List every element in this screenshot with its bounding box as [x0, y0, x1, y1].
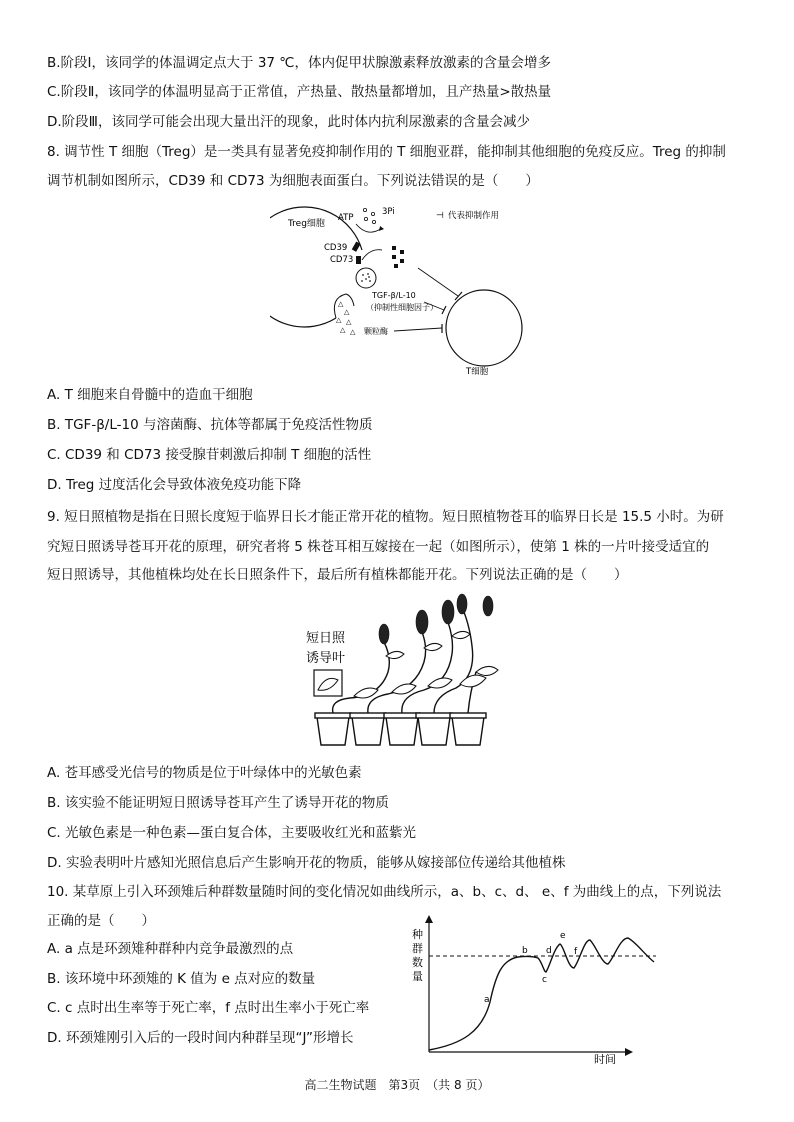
q10-option-a: A. a 点是环颈雉种群种内竞争最激烈的点	[47, 941, 294, 957]
tgf-note-label: （抑制性细胞因子）	[366, 303, 438, 312]
y-axis-label-2: 群	[412, 942, 423, 955]
granzyme-label: 颗粒酶	[364, 327, 388, 336]
inhibit-legend-symbol: ⊣	[436, 211, 444, 221]
x-axis-arrow	[625, 1048, 633, 1056]
svg-text:△: △	[336, 316, 342, 324]
q10-stem-line1: 10. 某草原上引入环颈雉后种群数量随时间的变化情况如曲线所示，a、b、c、d、 e、f 为曲线上的点，下列说法	[47, 884, 722, 900]
svg-text:△: △	[340, 326, 346, 334]
q10-option-c: C. c 点时出生率等于死亡率，f 点时出生率小于死亡率	[47, 1000, 370, 1016]
adenosine-molecules	[392, 246, 404, 268]
q8-option-a: A. T 细胞来自骨髓中的造血干细胞	[47, 387, 253, 403]
y-axis-arrow	[425, 915, 433, 923]
q9-option-d: D. 实验表明叶片感知光照信息后产生影响开花的物质，能够从嫁接部位传递给其他植株	[47, 855, 566, 871]
q9-stem-line1: 9. 短日照植物是指在日照长度短于临界日长才能正常开花的植物。短日照植物苍耳的临界日长是 15.5 小时。为研	[47, 509, 724, 525]
q7-option-c: C.阶段Ⅱ，该同学的体温明显高于正常值，产热量、散热量都增加，且产热量>散热量	[47, 84, 552, 100]
flower-spikes	[379, 594, 493, 644]
q9-option-b: B. 该实验不能证明短日照诱导苍耳产生了诱导开花的物质	[47, 795, 389, 811]
inhibit-legend-label: 代表抑制作用	[448, 211, 500, 221]
q8-option-d: D. Treg 过度活化会导致体液免疫功能下降	[47, 477, 302, 493]
t-cell-outline	[446, 290, 522, 366]
q9-stem-line3: 短日照诱导，其他植株均处在长日照条件下，最后所有植株都能开花。下列说法正确的是（ ）	[47, 567, 628, 583]
point-a-label: a	[484, 995, 490, 1005]
short-day-label-1: 短日照	[306, 631, 346, 646]
pi-label: 3Pi	[382, 207, 395, 217]
q9-stem-line2: 究短日照诱导苍耳开花的原理，研究者将 5 株苍耳相互嫁接在一起（如图所示），使第 1 株的一片叶接受适宜的	[47, 539, 710, 555]
pi-molecules	[363, 208, 375, 223]
plant-pots	[315, 713, 486, 745]
svg-text:△: △	[338, 300, 344, 308]
svg-text:△: △	[346, 318, 352, 326]
q7-option-d: D.阶段Ⅲ，该同学可能会出现大量出汗的现象，此时体内抗利尿激素的含量会减少	[47, 114, 530, 130]
grafted-cocklebur-diagram	[300, 592, 500, 752]
plant-leaves	[354, 631, 498, 698]
y-axis-label-1: 种	[412, 928, 423, 941]
svg-text:△: △	[344, 308, 350, 316]
q8-stem-line1: 8. 调节性 T 细胞（Treg）是一类具有显著免疫抑制作用的 T 细胞亚群，能抑制其他细胞的免疫反应。Treg 的抑制	[47, 144, 726, 160]
induced-leaf	[318, 678, 338, 690]
point-c-label: c	[542, 975, 547, 985]
t-cell-label: T细胞	[466, 367, 489, 376]
cd73-label: CD73	[330, 255, 354, 265]
cd39-label: CD39	[324, 243, 348, 253]
point-d-label: d	[546, 946, 552, 956]
q8-option-c: C. CD39 和 CD73 接受腺苷刺激后抑制 T 细胞的活性	[47, 447, 372, 463]
grafted-stems	[333, 612, 476, 713]
induced-leaf-box	[314, 670, 342, 696]
y-axis-label-3: 数	[412, 956, 423, 969]
q7-option-b: B.阶段Ⅰ，该同学的体温调定点大于 37 ℃，体内促甲状腺激素释放激素的含量会增多	[47, 55, 551, 71]
short-day-label-2: 诱导叶	[306, 651, 346, 666]
q9-option-a: A. 苍耳感受光信号的物质是位于叶绿体中的光敏色素	[47, 765, 362, 781]
point-b-label: b	[522, 946, 528, 956]
population-growth-curve	[402, 912, 664, 1064]
q10-option-b: B. 该环境中环颈雉的 K 值为 e 点对应的数量	[47, 971, 316, 987]
atp-label: ATP	[338, 213, 354, 223]
point-f-label: f	[574, 947, 578, 957]
page-footer: 高二生物试题 第3页 （共 8 页）	[304, 1078, 490, 1092]
tgf-label: TGF-β/L-10	[372, 291, 416, 300]
y-axis-label-4: 量	[412, 970, 423, 983]
q8-option-b: B. TGF-β/L-10 与溶菌酶、抗体等都属于免疫活性物质	[47, 417, 373, 433]
svg-text:△: △	[350, 328, 356, 336]
point-e-label: e	[560, 931, 566, 941]
x-axis-label: 时间	[594, 1053, 616, 1064]
granzyme-triangles	[336, 300, 356, 336]
cd73-protein	[356, 256, 361, 264]
treg-mechanism-diagram	[270, 198, 530, 376]
q10-option-d: D. 环颈雉刚引入后的一段时间内种群呈现“J”形增长	[47, 1030, 354, 1046]
treg-cell-label: Treg细胞	[288, 219, 325, 229]
q8-stem-line2: 调节机制如图所示，CD39 和 CD73 为细胞表面蛋白。下列说法错误的是（ ）	[47, 173, 539, 189]
q10-stem-line2: 正确的是（ ）	[47, 913, 155, 929]
q9-option-c: C. 光敏色素是一种色素—蛋白复合体，主要吸收红光和蓝紫光	[47, 825, 417, 841]
population-curve	[429, 938, 654, 1050]
